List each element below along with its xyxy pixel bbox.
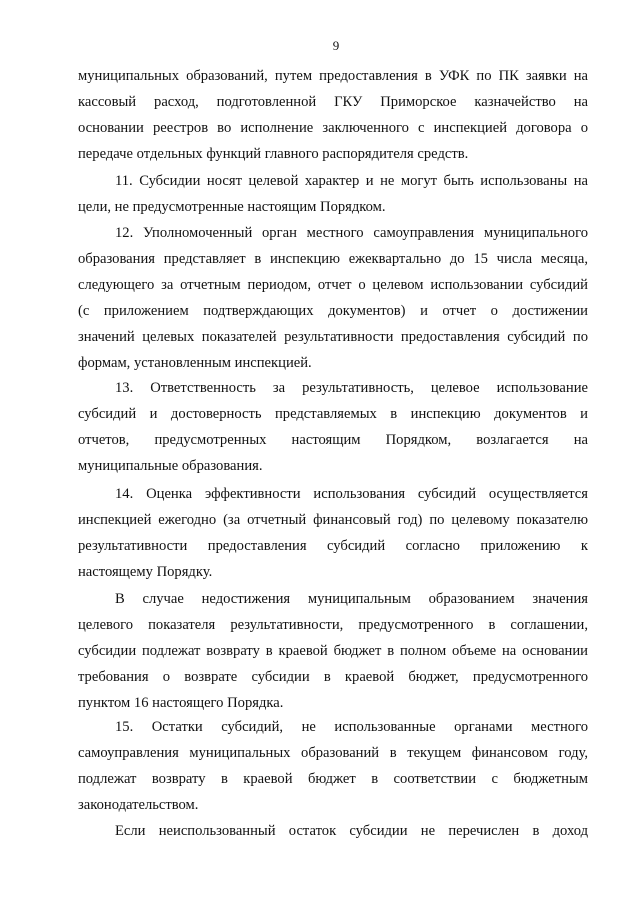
- text-line: муниципальных образований, путем предоставления в УФК по ПК заявки на: [78, 68, 588, 84]
- text-line: образования представляет в инспекцию ежеквартально до 15 числа месяца,: [78, 251, 588, 267]
- text-line: следующего за отчетным периодом, отчет о целевом использовании субсидий: [78, 277, 588, 293]
- text-line: значений целевых показателей результативности предоставления субсидий по: [78, 329, 588, 345]
- text-line: формам, установленным инспекцией.: [78, 355, 312, 371]
- paragraph-non-achievement: [78, 586, 588, 716]
- text-line: субсидий и достоверность представляемых в инспекцию документов и: [78, 406, 588, 422]
- text-line: самоуправления муниципальных образований в текущем финансовом году,: [78, 745, 588, 761]
- text-line: результативности предоставления субсидий согласно приложению к: [78, 538, 588, 554]
- text-line: кассовый расход, подготовленной ГКУ Приморское казначейство на: [78, 94, 588, 110]
- text-line: требования о возврате субсидии в краевой бюджет, предусмотренного: [78, 669, 588, 685]
- text-line: В случае недостижения муниципальным образованием значения: [115, 591, 588, 607]
- paragraph-unused-remainder: [78, 818, 588, 844]
- text-line: (с приложением подтверждающих документов) и отчет о достижении: [78, 303, 588, 319]
- text-line: передаче отдельных функций главного распорядителя средств.: [78, 146, 469, 162]
- page-number: 9: [332, 38, 340, 53]
- text-line: 15. Остатки субсидий, не использованные органами местного: [115, 719, 588, 735]
- paragraph-12: [78, 220, 588, 376]
- text-line: 11. Субсидии носят целевой характер и не могут быть использованы на: [115, 173, 588, 189]
- text-line: целевого показателя результативности, предусмотренного в соглашении,: [78, 617, 588, 633]
- text-line: подлежат возврату в краевой бюджет в соответствии с бюджетным: [78, 771, 588, 787]
- paragraph-15: [78, 714, 588, 818]
- text-line: цели, не предусмотренные настоящим Порядком.: [78, 199, 386, 215]
- text-line: пунктом 16 настоящего Порядка.: [78, 695, 284, 711]
- text-line: муниципальные образования.: [78, 458, 263, 474]
- text-line: 12. Уполномоченный орган местного самоуправления муниципального: [115, 225, 588, 241]
- text-line: настоящему Порядку.: [78, 564, 213, 580]
- text-line: основании реестров во исполнение заключенного с инспекцией договора о: [78, 120, 588, 136]
- text-line: 14. Оценка эффективности использования субсидий осуществляется: [115, 486, 588, 502]
- text-line: отчетов, предусмотренных настоящим Порядком, возлагается на: [78, 432, 588, 448]
- text-line: инспекцией ежегодно (за отчетный финансовый год) по целевому показателю: [78, 512, 588, 528]
- text-line: Если неиспользованный остаток субсидии не перечислен в доход: [115, 823, 588, 839]
- paragraph-continuation: [78, 63, 588, 167]
- paragraph-13: [78, 375, 588, 479]
- text-line: 13. Ответственность за результативность, целевое использование: [115, 380, 588, 396]
- text-line: субсидии подлежат возврату в краевой бюджет в полном объеме на основании: [78, 643, 588, 659]
- paragraph-11: [78, 168, 588, 220]
- paragraph-14: [78, 481, 588, 585]
- text-line: законодательством.: [78, 797, 199, 813]
